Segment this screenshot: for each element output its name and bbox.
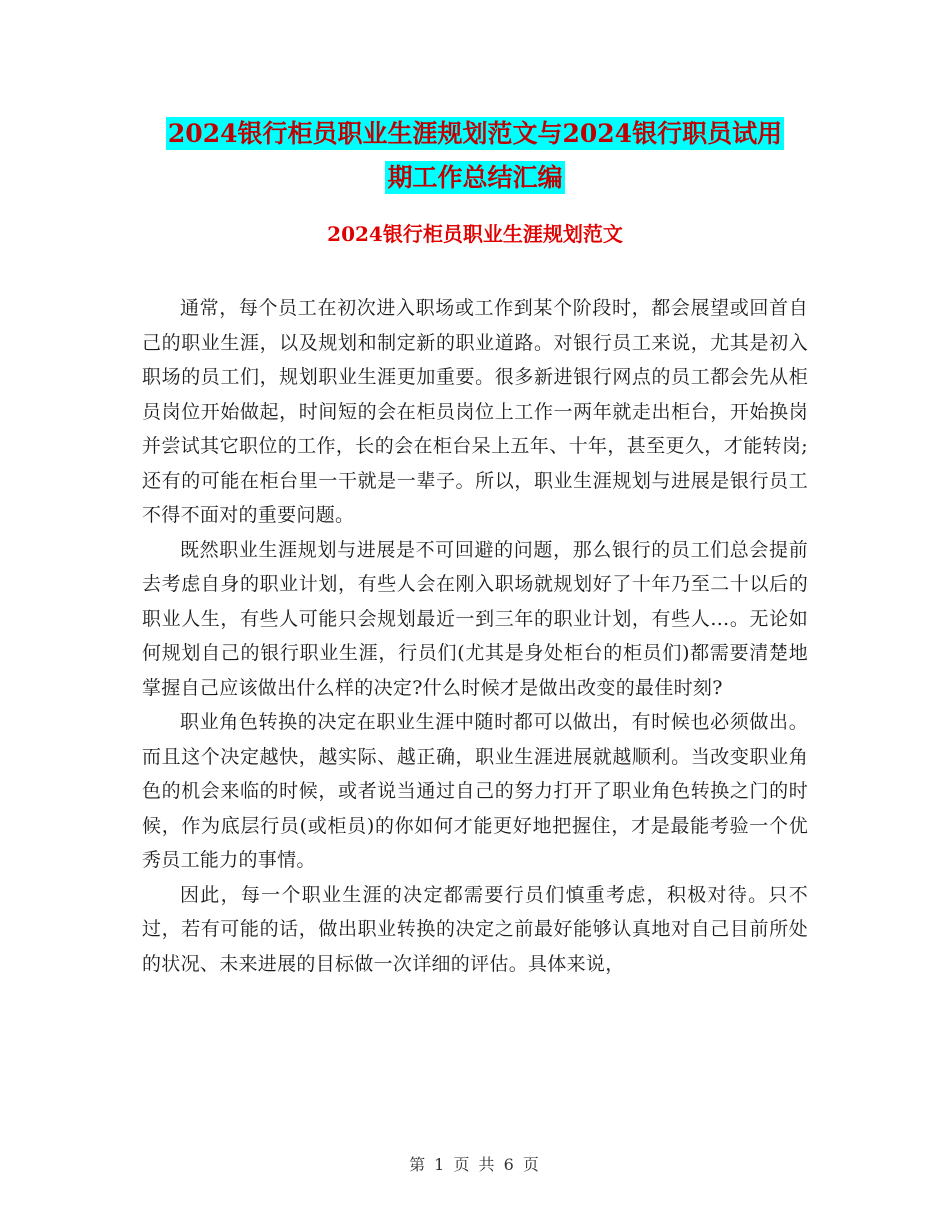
document-title-line1: 2024银行柜员职业生涯规划范文与2024银行职员试用 <box>167 119 783 148</box>
section-title: 2024银行柜员职业生涯规划范文 <box>327 222 623 246</box>
paragraph-3: 职业角色转换的决定在职业生涯中随时都可以做出，有时候也必须做出。而且这个决定越快，越实际、越正确，职业生涯进展就越顺利。当改变职业角色的机会来临的时候，或者说当通过自己的努力打开了职业角色转换之门的时候，作为底层行员(或柜员)的你如何才能更好地把握住，才是最能考验一个优秀员工能力的事情。 <box>142 711 808 871</box>
document-body <box>142 291 808 981</box>
paragraph-1: 通常，每个员工在初次进入职场或工作到某个阶段时，都会展望或回首自己的职业生涯，以及规划和制定新的职业道路。对银行员工来说，尤其是初入职场的员工们，规划职业生涯更加重要。很多新进银行网点的员工都会先从柜员岗位开始做起，时间短的会在柜员岗位上工作一两年就走出柜台，开始换岗并尝试其它职位的工作，长的会在柜台呆上五年、十年，甚至更久，才能转岗;还有的可能在柜台里一干就是一辈子。所以，职业生涯规划与进展是银行员工不得不面对的重要问题。 <box>142 297 808 526</box>
document-title <box>0 112 950 200</box>
paragraph-4: 因此，每一个职业生涯的决定都需要行员们慎重考虑，积极对待。只不过，若有可能的话，做出职业转换的决定之前最好能够认真地对自己目前所处的状况、未来进展的目标做一次详细的评估。具体来说， <box>142 883 808 975</box>
page-number-footer: 第 1 页 共 6 页 <box>409 1155 541 1174</box>
document-title-line2: 期工作总结汇编 <box>387 163 563 192</box>
paragraph-2: 既然职业生涯规划与进展是不可回避的问题，那么银行的员工们总会提前去考虑自身的职业计划，有些人会在刚入职场就规划好了十年乃至二十以后的职业人生，有些人可能只会规划最近一到三年的职业计划，有些人…。无论如何规划自己的银行职业生涯，行员们(尤其是身处柜台的柜员们)都需要清楚地掌握自己应该做出什么样的决定?什么时候才是做出改变的最佳时刻? <box>142 538 808 699</box>
